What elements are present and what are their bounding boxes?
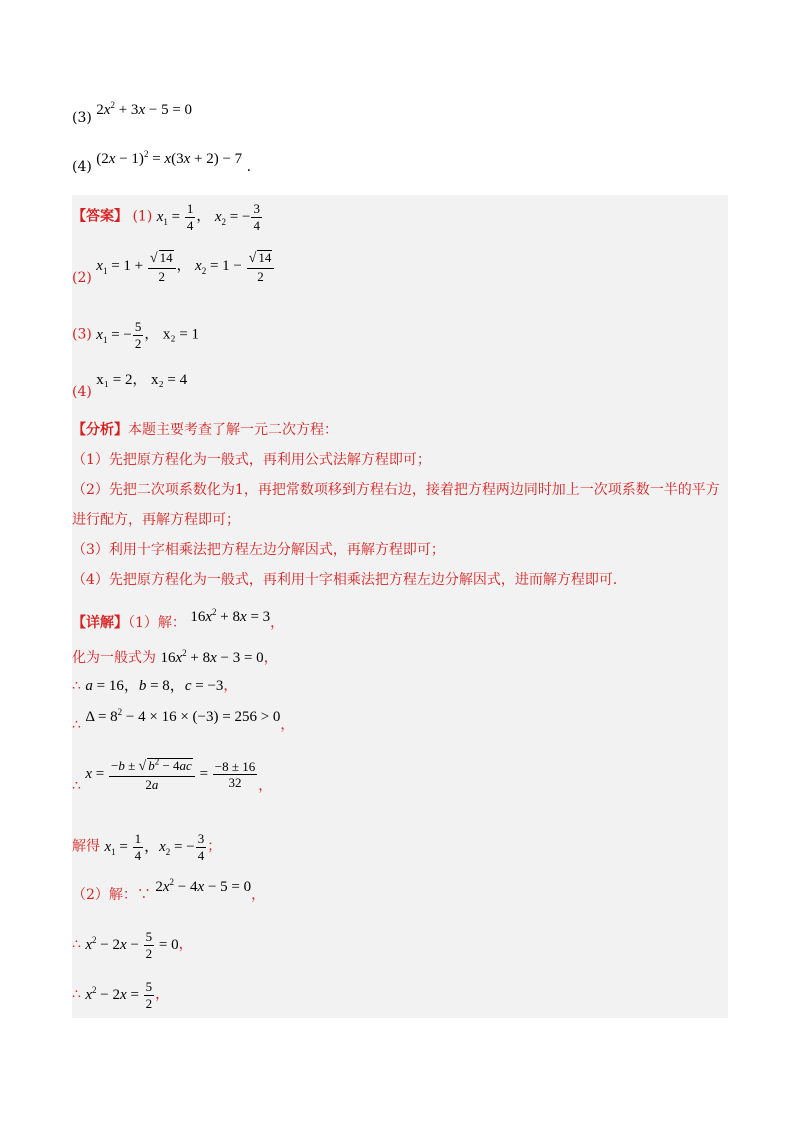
- detail-equation-2a: $x^2 - 2x$ − $\frac{5}{2}$ = 0: [85, 929, 179, 961]
- problem-3: [72, 100, 193, 126]
- detail-equation-1: $16x^2 + 8x = 3$: [190, 607, 271, 625]
- therefore-symbol: ∴: [72, 936, 81, 953]
- answer-line-2: [72, 250, 275, 287]
- analysis-line-2-cont: 进行配方，再解方程即可；: [72, 512, 240, 528]
- problem-4-period: .: [246, 159, 252, 175]
- detail-part-1-label: （1）解：: [128, 615, 186, 631]
- answer-1-separator: ，: [196, 208, 211, 225]
- problem-4: [72, 149, 252, 175]
- detail-general-equation: $16x^2 + 8x - 3 = 0$: [160, 648, 264, 666]
- answer-4-separator: ，: [132, 372, 147, 388]
- detail-part-2-label: （2）解：: [72, 887, 137, 903]
- detail-equation-2a-line: [72, 930, 193, 960]
- answer-2-separator: ，: [176, 258, 191, 275]
- detail-abc: a = 16，b = 8，c = −3: [85, 678, 224, 694]
- answer-2-solution: $x_1 = 1$ + $\frac{√ 14}{2}$: [96, 258, 176, 274]
- detail-delta: $\Delta = 8^2 - 4 \times 16 \times (-3) = 256 > 0$: [85, 707, 281, 725]
- analysis-intro: [72, 423, 338, 437]
- detail-solve-text: 解得: [72, 838, 100, 855]
- analysis-line-1: （1）先把原方程化为一般式，再利用公式法解方程即可；: [72, 452, 431, 468]
- answer-1-label: (1): [132, 208, 153, 225]
- answer-line-1: [72, 202, 263, 232]
- answer-4-solution-2: x₂ = 4: [150, 372, 188, 388]
- therefore-symbol: ∴: [72, 986, 81, 1003]
- analysis-line-4: （4）先把原方程化为一般式，再利用十字相乘法把方程左边分解因式，进而解方程即可．: [72, 572, 627, 588]
- detail-comma-8: ，: [155, 986, 170, 1003]
- analysis-tag: 【分析】: [72, 422, 128, 438]
- detail-comma-2: ，: [263, 650, 278, 666]
- detail-tag: 【详解】: [72, 615, 128, 631]
- answer-1-solution: $x_1$ = $\frac{1}{4}$: [156, 201, 194, 233]
- analysis-line-2: （2）先把二次项系数化为1，再把常数项移到方程右边，接着把方程两边同时加上一次项系数一半的平方: [72, 482, 720, 498]
- answer-tag: 【答案】: [72, 208, 128, 225]
- analysis-line-3: （3）利用十字相乘法把方程左边分解因式，再解方程即可；: [72, 542, 445, 558]
- answer-3-solution-2: x₂ = 1: [162, 326, 200, 343]
- detail-semicolon: ；: [207, 838, 222, 855]
- answer-2-solution-2: $x_2 = 1$ − $\frac{√ 14}{2}$: [195, 258, 275, 274]
- answer-2-label: (2): [72, 270, 92, 287]
- detail-comma-5: ，: [258, 778, 273, 795]
- therefore-symbol: ∴: [72, 678, 81, 694]
- answer-line-3: [72, 320, 199, 350]
- answer-3-solution: $x_1$ = − $\frac{5}{2}$: [96, 319, 142, 351]
- therefore-symbol: ∴: [72, 717, 81, 733]
- detail-comma-6: ，: [251, 887, 266, 903]
- problem-3-label: (3): [72, 110, 92, 126]
- detail-general-text: 化为一般式为: [72, 650, 156, 666]
- answer-1-solution-2: $x_2$ = − $\frac{3}{4}$: [214, 201, 260, 233]
- detail-abc-line: [72, 679, 237, 694]
- answer-line-4: [72, 372, 188, 400]
- answer-3-separator: ，: [144, 326, 159, 343]
- detail-part-1-intro: [72, 607, 285, 631]
- detail-general-form: [72, 648, 278, 666]
- problem-4-label: (4): [72, 159, 92, 175]
- detail-comma-7: ，: [178, 936, 193, 953]
- because-symbol: ∵: [136, 887, 151, 903]
- answer-3-label: (3): [72, 326, 92, 343]
- detail-delta-line: [72, 707, 295, 733]
- problem-3-equation: $2x^2 + 3x - 5 = 0$: [96, 100, 193, 118]
- detail-solution-1: [72, 832, 221, 862]
- detail-equation-2b: $x^2 - 2x$ = $\frac{5}{2}$: [85, 979, 153, 1011]
- detail-equation-2: $2x^2 - 4x - 5 = 0$: [155, 877, 252, 895]
- detail-comma-1: ，: [270, 615, 285, 631]
- answer-4-solution: x₁ = 2: [96, 372, 133, 388]
- problem-4-equation: $(2x - 1)^2 = x(3x + 2) - 7$: [96, 149, 243, 167]
- detail-part-2-intro: [72, 877, 266, 903]
- therefore-symbol: ∴: [72, 778, 81, 795]
- detail-formula-line: [72, 756, 273, 795]
- detail-equation-2b-line: [72, 980, 169, 1010]
- answer-4-label: (4): [72, 384, 92, 400]
- detail-quadratic-formula: x = $\frac{-b \pm √ b^2 - 4ac}{2a}$ = $\frac{-8 \pm 16}{32}$: [85, 756, 256, 792]
- detail-comma-3: ，: [223, 678, 238, 694]
- detail-solutions: $x_1$ = $\frac{1}{4}$ ，$x_2$ = − $\frac{3}{4}$: [104, 831, 205, 863]
- detail-comma-4: ，: [280, 717, 295, 733]
- analysis-intro-text: 本题主要考查了解一元二次方程：: [128, 422, 338, 438]
